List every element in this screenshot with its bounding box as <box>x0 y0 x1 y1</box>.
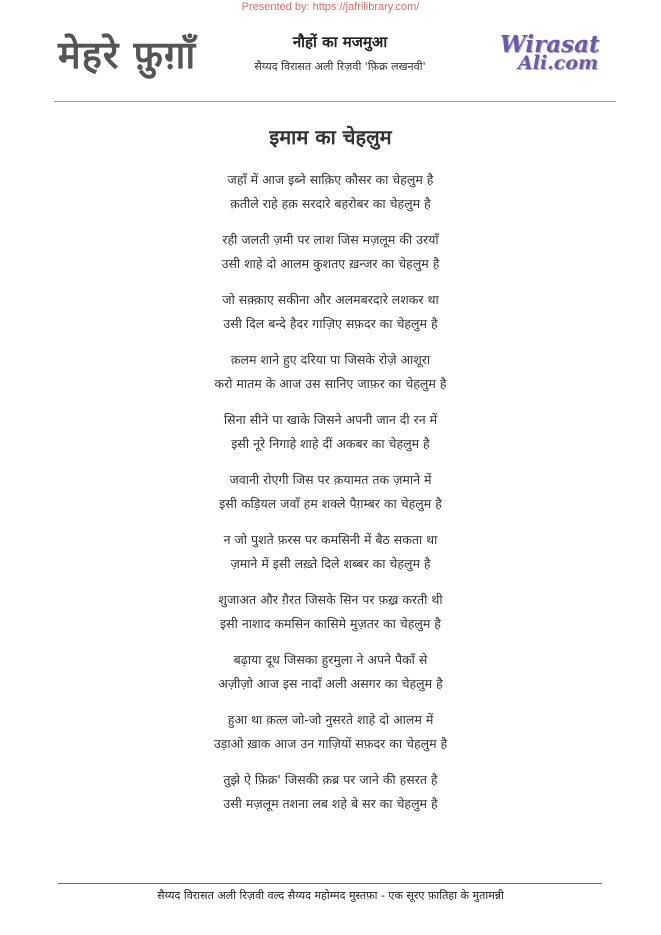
page-header <box>58 30 618 90</box>
verse-line: जहाँ में आज इब्ने साक़िए कौसर का चेहलुम है <box>227 172 434 187</box>
verse-line: न जो पुशते फ़रस पर कमसिनी में बैठ सकता था <box>223 532 438 547</box>
poem-body <box>0 168 661 828</box>
verse-line: उसी शाहे दो आलम कुशतए ख़न्जर का चेहलुम है <box>221 256 440 271</box>
presented-by-link[interactable]: Presented by: https://jafrilibrary.com/ <box>241 1 420 13</box>
stanza <box>0 228 661 288</box>
stanza <box>0 288 661 348</box>
verse-line: अज़ीज़ो आज इस नादाँ अली असगर का चेहलुम है <box>218 676 443 691</box>
stanza <box>0 588 661 648</box>
verse-line: इसी नूरे निगाहे शाहे दीं अकबर का चेहलुम है <box>231 436 430 451</box>
stanza <box>0 708 661 768</box>
stanza <box>0 768 661 828</box>
verse-line: उसी मज़लूम तशना लब शहे बे सर का चेहलुम है <box>223 796 438 811</box>
verse-line: तुझे ऐ फ़िक्र' जिसकी क़ब्र पर जाने की हसरत है <box>223 772 438 787</box>
verse-line: करो मातम के आज उस सानिए जाफ़र का चेहलुम है <box>214 376 447 391</box>
stanza <box>0 468 661 528</box>
verse-line: जवानी रोएगी जिस पर क़यामत तक ज़माने में <box>229 472 432 487</box>
poem-title: इमाम का चेहलुम <box>269 125 392 149</box>
stanza <box>0 408 661 468</box>
verse-line: उड़ाओ ख़ाक आज उन गाज़ियों सफ़दर का चेहलुम है <box>213 736 448 751</box>
verse-line: शुजाअत और ग़ैरत जिसके सिन पर फ़ख़्र करती थी <box>218 592 443 607</box>
verse-line: ज़माने में इसी लख़्ते दिले शब्बर का चेहलुम है <box>230 556 431 571</box>
footer-dedication: सैय्यद विरासत अली रिज़वी वल्द सैय्यद महोम्मद मुस्तफ़ा - एक सूरए फ़ातिहा के मुतामन्नी <box>157 889 504 902</box>
stanza <box>0 648 661 708</box>
verse-line: उसी दिल बन्दे हैदर गाज़िए सफ़दर का चेहलुम है <box>223 316 438 331</box>
stanza <box>0 348 661 408</box>
logo-text-bottom: Ali.com <box>518 52 599 74</box>
stanza <box>0 528 661 588</box>
verse-line: क़लम शाने हुए दरिया पा जिसके रोज़े आशूरा <box>230 352 431 367</box>
collection-title: नौहों का मजमुआ <box>292 33 388 51</box>
book-title: मेहरे फ़ुग़ाँ <box>58 33 197 77</box>
verse-line: बढ़ाया दूध जिसका हुरमुला ने अपने पैकाँ से <box>233 652 428 667</box>
verse-line: हुआ था क़त्ल जो-जो नुसरते शाहे दो आलम में <box>227 712 434 727</box>
stanza <box>0 168 661 228</box>
footer-divider <box>58 883 602 884</box>
verse-line: क़तीले राहे हक़ सरदारे बहरोबर का चेहलुम है <box>230 196 431 211</box>
logo-text-top: Wirasat <box>500 31 600 58</box>
verse-line: रही जलती ज़मी पर लाश जिस मज़लूम की उरयाँ <box>222 232 439 247</box>
verse-line: जो सक़्क़ाए सकीना और अलमबरदारे लशकर था <box>222 292 439 307</box>
wirasat-ali-logo[interactable] <box>500 31 618 74</box>
header-divider <box>54 101 616 102</box>
verse-line: सिना सीने पा खाके जिसने अपनी जान दी रन में <box>223 412 438 427</box>
verse-line: इसी नाशाद कमसिन कासिमे मुज़तर का चेहलुम है <box>220 616 441 631</box>
author-name: सैय्यद विरासत अली रिज़वी 'फ़िक्र लखनवी' <box>254 60 426 73</box>
verse-line: इसी कड़ियल जवाँ हम शक्ले पैग़म्बर का चेहलुम है <box>219 496 442 511</box>
header-center <box>230 32 450 74</box>
